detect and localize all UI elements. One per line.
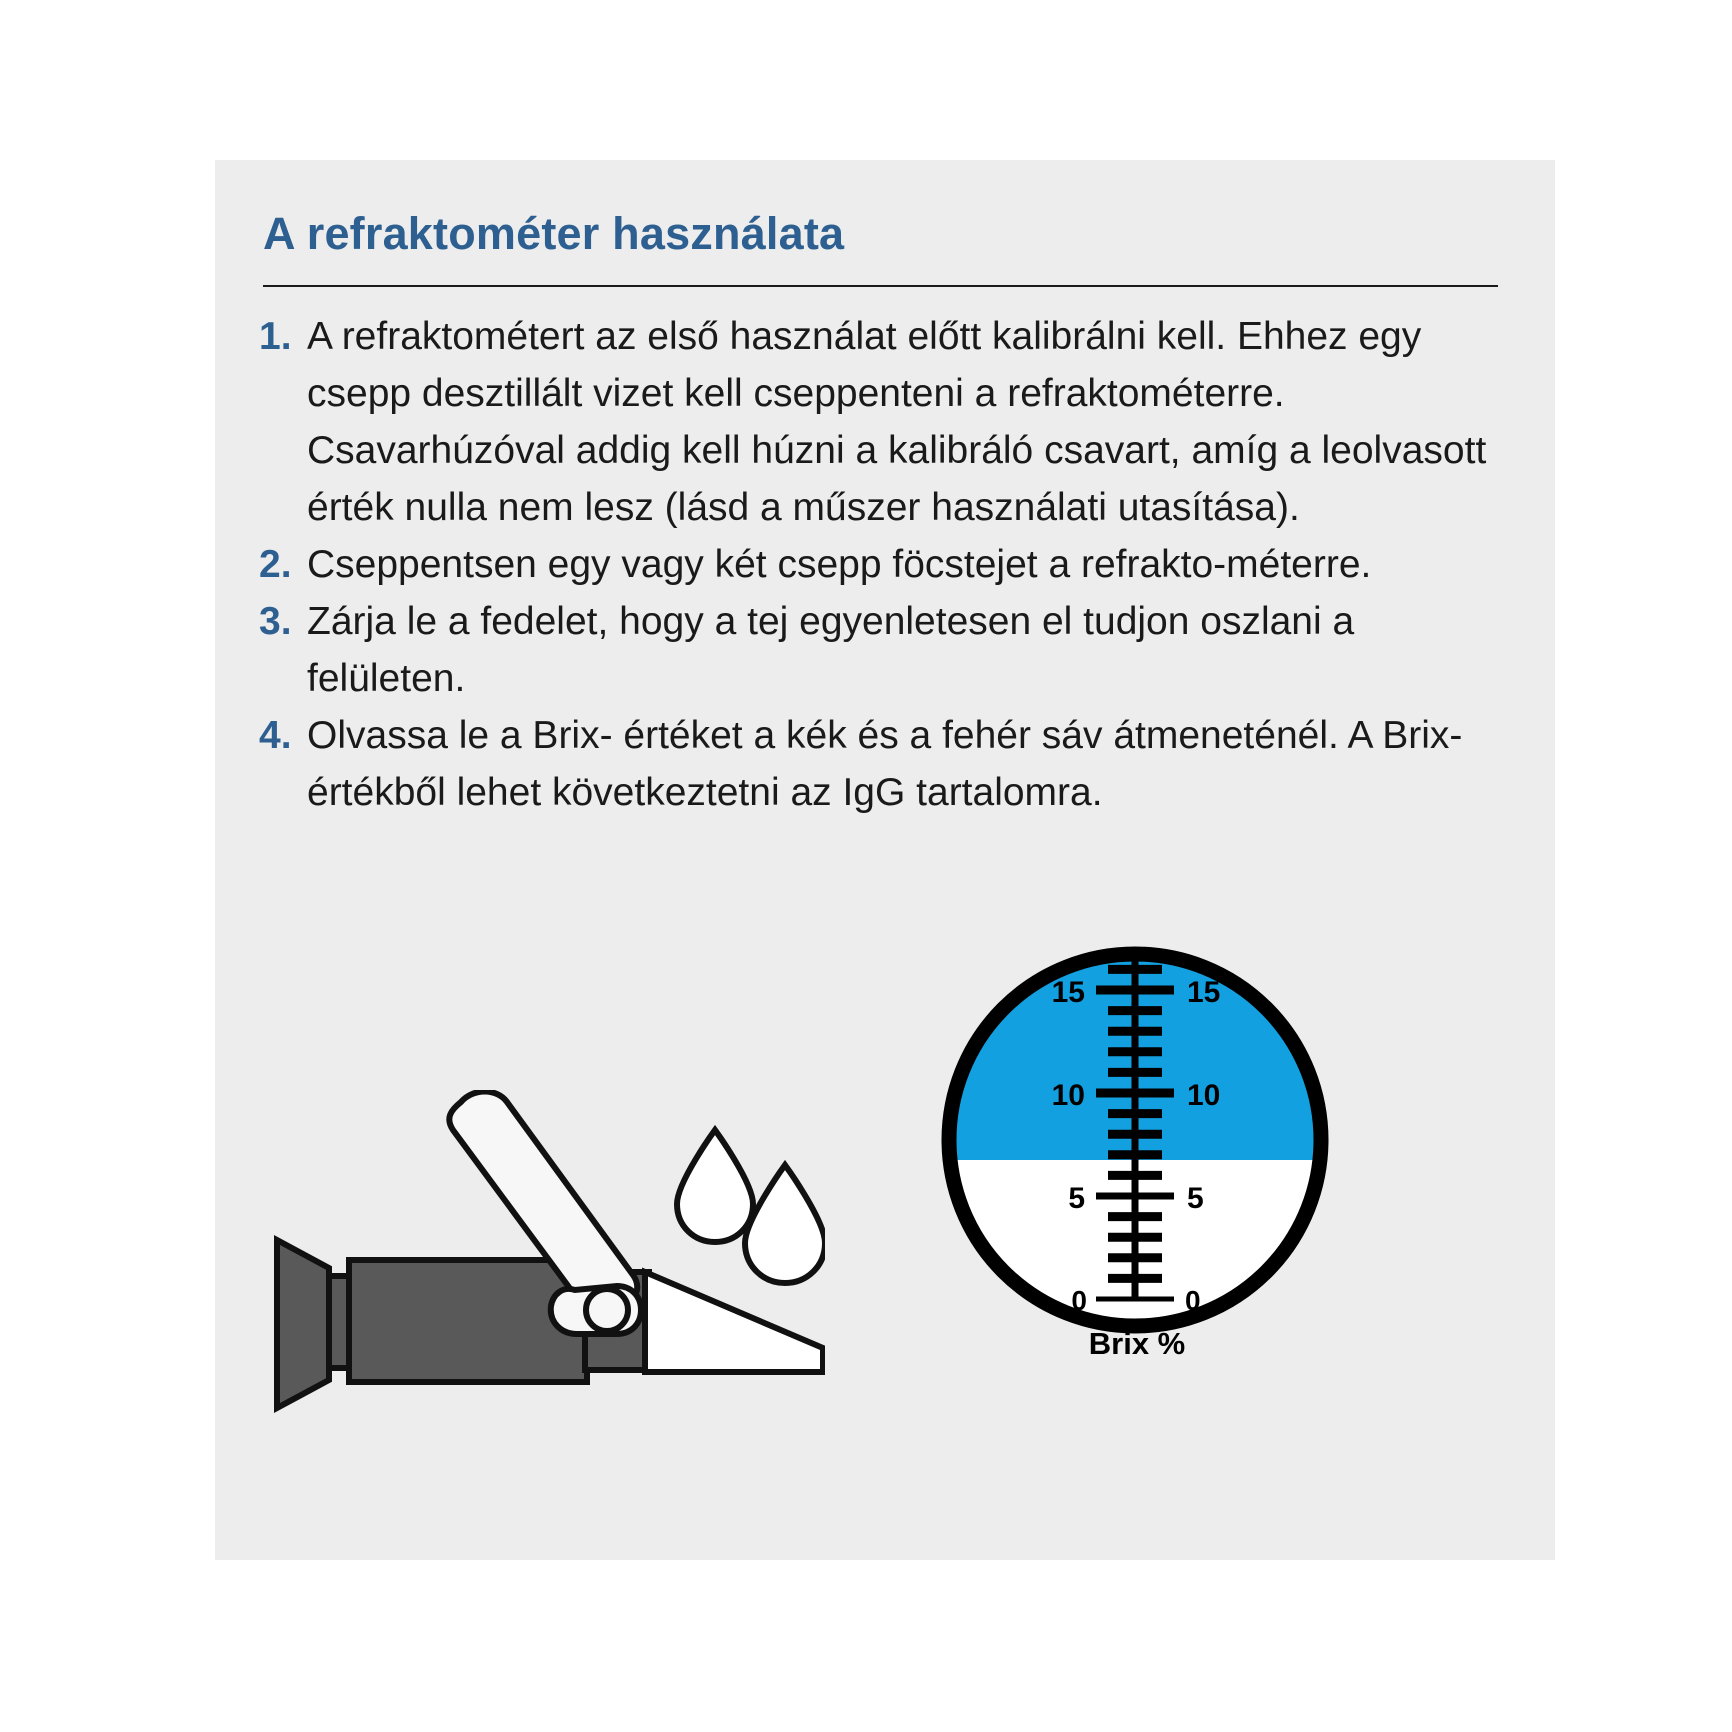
droplet-icon	[677, 1130, 753, 1242]
refractometer-svg	[245, 1090, 825, 1420]
list-item-text: Cseppentsen egy vagy két csepp föcstejet a refrakto-méterre.	[307, 543, 1372, 586]
list-item	[255, 707, 1515, 821]
tick-label-10-right: 10	[1187, 1079, 1221, 1112]
list-item-number: 4.	[259, 714, 292, 757]
list-item-number: 2.	[259, 543, 292, 586]
instruction-list	[255, 308, 1515, 821]
droplet-icon	[745, 1165, 825, 1283]
brix-scale-svg	[915, 930, 1355, 1370]
prism-wedge	[645, 1272, 823, 1372]
refractometer-illustration	[245, 1090, 825, 1420]
eyepiece-icon	[277, 1240, 329, 1408]
list-item-text: Zárja le a fedelet, hogy a tej egyenletesen el tudjon oszlani a felületen.	[307, 600, 1355, 700]
list-item	[255, 536, 1515, 593]
title-divider	[263, 285, 1498, 287]
brix-scale-view	[915, 930, 1355, 1370]
page-title: A refraktométer használata	[263, 208, 845, 259]
tick-label-0-right: 0	[1185, 1285, 1201, 1316]
list-item-text: Olvassa le a Brix- értéket a kék és a fehér sáv átmeneténél. A Brix- értékből lehet következtetni az IgG tartalomra.	[307, 714, 1463, 814]
list-item-text: A refraktométert az első használat előtt kalibrálni kell. Ehhez egy csepp desztillált vizet kell cseppenteni a refraktométerre. Csavarhúzóval addig kell húzni a kalibráló csavart, amíg a leolvasott érték nulla nem lesz (lásd a műszer használati utasítása).	[307, 315, 1487, 529]
tick-label-10-left: 10	[1051, 1079, 1085, 1112]
pivot-pin-icon	[586, 1289, 628, 1331]
list-item-number: 1.	[259, 315, 292, 358]
list-item	[255, 308, 1515, 536]
list-item-number: 3.	[259, 600, 292, 643]
tick-label-15-right: 15	[1187, 976, 1221, 1009]
list-item	[255, 593, 1515, 707]
info-panel	[215, 160, 1555, 1560]
tick-label-0-left: 0	[1071, 1285, 1087, 1316]
scale-unit-label: Brix %	[1088, 1326, 1186, 1361]
tick-label-5-left: 5	[1068, 1182, 1085, 1215]
tick-label-5-right: 5	[1187, 1182, 1204, 1215]
tick-label-15-left: 15	[1051, 976, 1085, 1009]
